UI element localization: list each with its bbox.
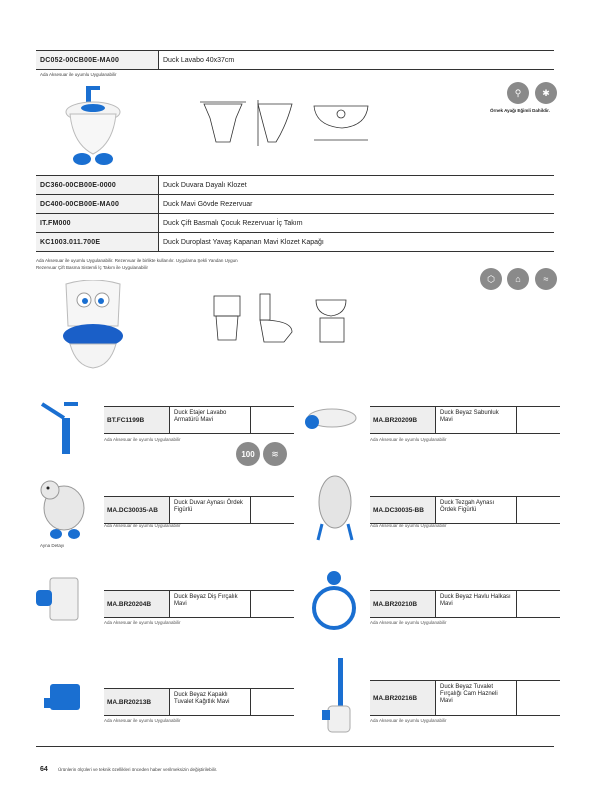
table-row [36, 195, 554, 214]
product-box [104, 688, 294, 716]
product-box [370, 496, 560, 524]
toilet-brush-image [318, 656, 358, 740]
product-code: DC052-00CB00E-MA00 [36, 51, 159, 70]
mirror-caption: Ayna Detayı [40, 543, 65, 548]
product-box [104, 406, 294, 434]
antibacterial-icon: ✱ [535, 82, 557, 104]
product-code: MA.DC30035-BB [370, 497, 436, 523]
product-desc: Duck Çift Basmalı Çocuk Rezervuar İç Takım [159, 214, 555, 233]
product-desc: Duck Beyaz Tuvalet Fırçalığı Cam Hazneli Mavi [436, 681, 517, 715]
product-desc: Duck Duroplast Yavaş Kapanan Mavi Klozet Kapağı [159, 233, 555, 252]
soap-dish-image [302, 404, 358, 436]
legend-label: Örnek Ayağı Eğimli Dahildir. [490, 108, 550, 113]
product-note: Ada Aksesuar ile uyumlu Uygulanabilir [370, 437, 447, 442]
product-box [104, 496, 294, 524]
duck-sink-image [58, 84, 128, 174]
product-note: Ada Aksesuar ile uyumlu Uygulanabilir [104, 523, 181, 528]
product-note: Ada Aksesuar ile uyumlu Uygulanabilir [104, 437, 181, 442]
badge-100-icon: 100 [236, 442, 260, 466]
table-row [36, 176, 554, 195]
product-code: BT.FC1199B [104, 407, 170, 433]
footer-text: Ürünlerin ölçüleri ve teknik özellikleri önceden haber verilmeksizin değiştirilebilir. [58, 767, 218, 772]
note-wc-line1: Ada Aksesuar ile uyumlu Uygulanabilir. Rezervuar ile birlikte kullanılır. Uygulama Şekli Yandan Uygun [36, 258, 238, 263]
product-code: MA.DC30035-AB [104, 497, 170, 523]
top-product-table [36, 50, 554, 70]
product-code: MA.BR20210B [370, 591, 436, 617]
product-code: MA.BR20216B [370, 681, 436, 715]
note-wc-line2: Rezervuar Çift Basma Sistemli İç Takım ile Uygulanabilir [36, 265, 148, 270]
product-box [370, 406, 560, 434]
table-row [36, 214, 554, 233]
product-desc: Duck Tezgah Aynası Ördek Figürlü [436, 497, 517, 523]
product-code: MA.BR20209B [370, 407, 436, 433]
note-compatibility: Ada Aksesuar ile uyumlu Uygulanabilir [40, 72, 117, 77]
product-desc: Duck Etajer Lavabo Armatürü Mavi [170, 407, 251, 433]
duck-mirror-image [34, 478, 94, 542]
flow-icon: ≋ [263, 442, 287, 466]
standing-mirror-image [310, 472, 360, 548]
product-desc: Duck Lavabo 40x37cm [159, 51, 555, 70]
faucet-image [34, 398, 84, 458]
product-note: Ada Aksesuar ile uyumlu Uygulanabilir [370, 620, 447, 625]
product-desc: Duck Mavi Gövde Rezervuar [159, 195, 555, 214]
table-row [36, 51, 554, 70]
wc-product-table [36, 175, 554, 252]
product-desc: Duck Beyaz Havlu Halkası Mavi [436, 591, 517, 617]
product-note: Ada Aksesuar ile uyumlu Uygulanabilir [104, 620, 181, 625]
product-desc: Duck Duvar Aynası Ördek Figürlü [170, 497, 251, 523]
product-code: IT.FM000 [36, 214, 159, 233]
product-code: MA.BR20204B [104, 591, 170, 617]
product-desc: Duck Beyaz Diş Fırçalık Mavi [170, 591, 251, 617]
paper-holder-image [40, 680, 90, 720]
product-desc: Duck Beyaz Sabunluk Mavi [436, 407, 517, 433]
product-note: Ada Aksesuar ile uyumlu Uygulanabilir [370, 523, 447, 528]
table-row [36, 233, 554, 252]
faucet-feature-icon: ⚲ [507, 82, 529, 104]
page-number: 64 [40, 766, 48, 773]
antibacterial-icon: ⬡ [480, 268, 502, 290]
product-note: Ada Aksesuar ile uyumlu Uygulanabilir [104, 718, 181, 723]
flush-icon: ≈ [535, 268, 557, 290]
toothbrush-holder-image [34, 576, 86, 626]
wc-feature-icon: ⌂ [507, 268, 529, 290]
product-code: DC400-00CB00E-MA00 [36, 195, 159, 214]
product-desc: Duck Beyaz Kapaklı Tuvalet Kağıtlık Mavi [170, 689, 251, 715]
product-box [370, 590, 560, 618]
product-code: KC1003.011.700E [36, 233, 159, 252]
sink-technical-drawing [196, 96, 466, 150]
product-box [370, 680, 560, 716]
footer-divider [36, 746, 554, 747]
wc-technical-drawing [206, 290, 356, 350]
towel-ring-image [306, 570, 362, 634]
product-code: MA.BR20213B [104, 689, 170, 715]
product-box [104, 590, 294, 618]
product-desc: Duck Duvara Dayalı Klozet [159, 176, 555, 195]
product-code: DC360-00CB00E-0000 [36, 176, 159, 195]
duck-wc-image [58, 280, 128, 370]
product-note: Ada Aksesuar ile uyumlu Uygulanabilir [370, 718, 447, 723]
